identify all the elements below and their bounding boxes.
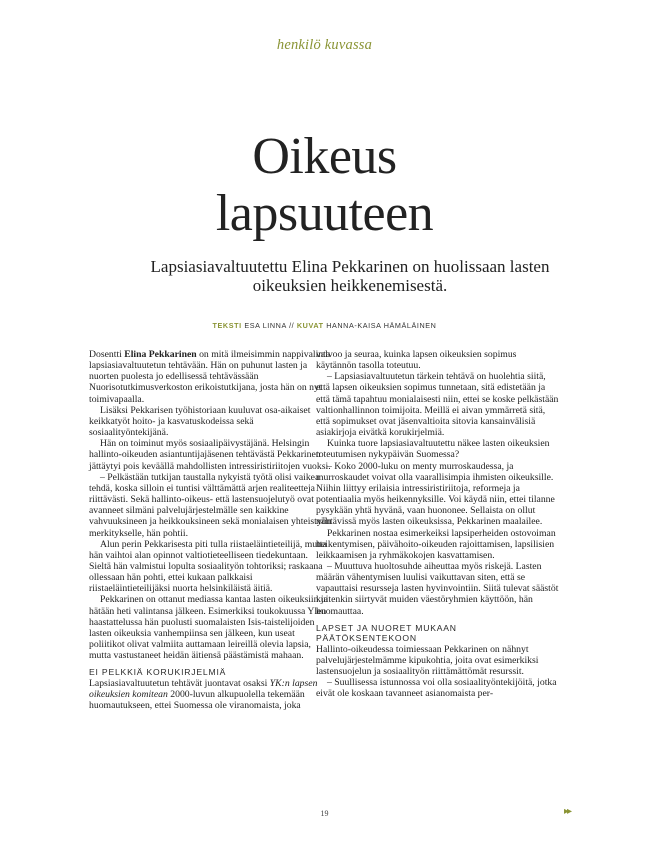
article-lede: Lapsiasiavaltuutettu Elina Pekkarinen on huolissaan lasten oikeuksien heikkenemisestä. <box>150 257 550 295</box>
right-column <box>316 349 559 700</box>
paragraph: – Suullisessa istunnossa voi olla sosiaalityöntekijöitä, jotka eivät ole koskaan tavanneet asianomaista per- <box>316 677 557 700</box>
subheading: EI PELKKIÄ KORUKIRJELMIÄ <box>89 667 227 678</box>
organization-name: YK:n lapsen oikeuksien komitean <box>89 677 318 701</box>
title-line-2: lapsuuteen <box>215 185 434 242</box>
paragraph: – Lapsiasiavaltuutetun tärkein tehtävä on huolehtia siitä, että lapsen oikeuksien sopimus tunnetaan, sitä edistetään ja että tämä tapahtuu monialaisesti niin, ettei se koske pelkästään valtionhallinnon toimijoita. Meillä ei aivan ymmärretä sitä, että sopimukset ovat jäsenvaltioita sitovia kansainvälisiä asiakirjoja eivätkä korukirjelmiä. <box>316 371 559 439</box>
credit-separator: // <box>289 321 295 330</box>
paragraph: Kuinka tuore lapsiasiavaltuutettu näkee lasten oikeuksien toteutumisen nykypäivän Suomessa? <box>316 438 550 461</box>
paragraph: Alun perin Pekkarisesta piti tulla riistaeläintieteilijä, mutta hän vaihtoi alan opinnot valtiotieteelliseen tiedekuntaan. Sieltä hän valmistui lopulta sosiaalityön tohtoriksi; raskaana ollessaan hän pohti, ettei kukaan palkkaisi riistaeläintieteilijäksi nuorta helsinkiläistä äitiä. <box>89 538 327 595</box>
paragraph: Dosentti Elina Pekkarinen on mitä ilmeisimmin nappivalinta lapsiasiavaltuutetun tehtävään. Hän on puhunut lasten ja nuorten puolesta jo edellisessä tehtävässään Nuorisotutkimusverkoston erikoistutkijana, josta hän on nyt toimivapaalla. <box>89 349 331 405</box>
text-credit-author: ESA LINNA <box>244 321 287 330</box>
left-column <box>89 349 332 711</box>
person-name: Elina Pekkarinen <box>124 349 197 360</box>
paragraph: Hallinto-oikeudessa toimiessaan Pekkarinen on nähnyt palvelujärjestelmämme kipukohtia, joita ovat esimerkiksi lastensuojelun ja sosiaalityön riittämättömät resurssit. <box>316 643 539 678</box>
photo-credit-author: HANNA-KAISA HÄMÄLÄINEN <box>326 321 437 330</box>
paragraph: – Muuttuva huoltosuhde aiheuttaa myös riskejä. Lasten määrän vähentymisen luulisi vaikuttavan siten, että se vapauttaisi resursseja lasten hyvinvointiin. Siitä tulevat säästöt kuitenkin siirtyvät muiden väestöryhmien käyttöön, hän huomauttaa. <box>316 560 559 617</box>
page-number: 19 <box>320 809 329 818</box>
paragraph: valvoo ja seuraa, kuinka lapsen oikeuksien sopimus käytännön tasolla toteutuu. <box>316 349 517 372</box>
photo-credit-label: KUVAT <box>296 321 324 330</box>
paragraph: Lapsiasiavaltuutetun tehtävät juontavat osaksi YK:n lapsen oikeuksien komitean 2000-luvun alkupuolella tekemään huomautukseen, ettei Suomessa ole viranomaista, joka <box>89 677 318 712</box>
text-credit-label: TEKSTI <box>212 321 242 330</box>
section-tag: henkilö kuvassa <box>276 37 373 53</box>
byline <box>0 321 649 330</box>
paragraph: – Pelkästään tutkijan taustalla nykyistä työtä olisi vaikea tehdä, koska silloin ei tuntisi välttämättä arjen realiteetteja riittävästi. Sekä hallinto-oikeus- että lastensuojelutyö ovat avanneet silmäni palvelujärjestelmälle sen kaikkine vahvuuksineen ja heikkouksineen sekä monialaisen yhteistyön merkitykselle, hän pohtii. <box>89 471 332 539</box>
paragraph: Hän on toiminut myös sosiaalipäivystäjänä. Helsingin hallinto-oikeuden asiantuntijajäsenen tehtävästä Pekkarinen jättäytyi pois keväällä mahdollisten intressiristiriitojen vuoksi. <box>89 438 331 472</box>
article-title <box>0 128 649 242</box>
continue-arrow-icon: ▸▸ <box>564 806 571 817</box>
paragraph: Pekkarinen on ottanut mediassa kantaa lasten oikeuksiin ja hätään heti valintansa jälkeen. Esimerkiksi toukokuussa Ylen haastattelussa hän puolusti suomalaisten Isis-taistelijoiden lasten oikeuksia vanhempiinsa sen jälkeen, kun useat poliitikot olivat valmiita auttamaan leireillä olevia lapsia, mutta vastustaneet heidän äitiensä päästämistä mahaan. <box>89 594 328 662</box>
title-line-1: Oikeus <box>252 128 397 185</box>
paragraph: Pekkarinen nostaa esimerkeiksi lapsiperheiden ostovoiman heikentymisen, päivähoito-oikeuden rajoittamisen, lapsilisien leikkaamisen ja ryhmäkokojen kasvattamisen. <box>316 527 556 561</box>
paragraph: Lisäksi Pekkarisen työhistoriaan kuuluvat osa-aikaiset keikkatyöt hoito- ja kasvatuskodeissa sekä sosiaalityöntekijänä. <box>89 404 311 439</box>
subheading: LAPSET JA NUORET MUKAAN PÄÄTÖKSENTEKOON <box>316 622 457 644</box>
paragraph: – Koko 2000-luku on menty murroskaudessa, ja murroskaudet voivat olla vaarallisimpia ihmisten oikeuksille. Niihin liittyy erilaisia intressiristiriitoja, reformeja ja potentiaalia myös heikennyksille. Voi käydä niin, ettei tilanne pysykään yhtä hyvänä, vaan huononee. Sellaista on ollut nähtävissä myös lasten oikeuksissa, Pekkarinen maalailee. <box>316 460 555 528</box>
